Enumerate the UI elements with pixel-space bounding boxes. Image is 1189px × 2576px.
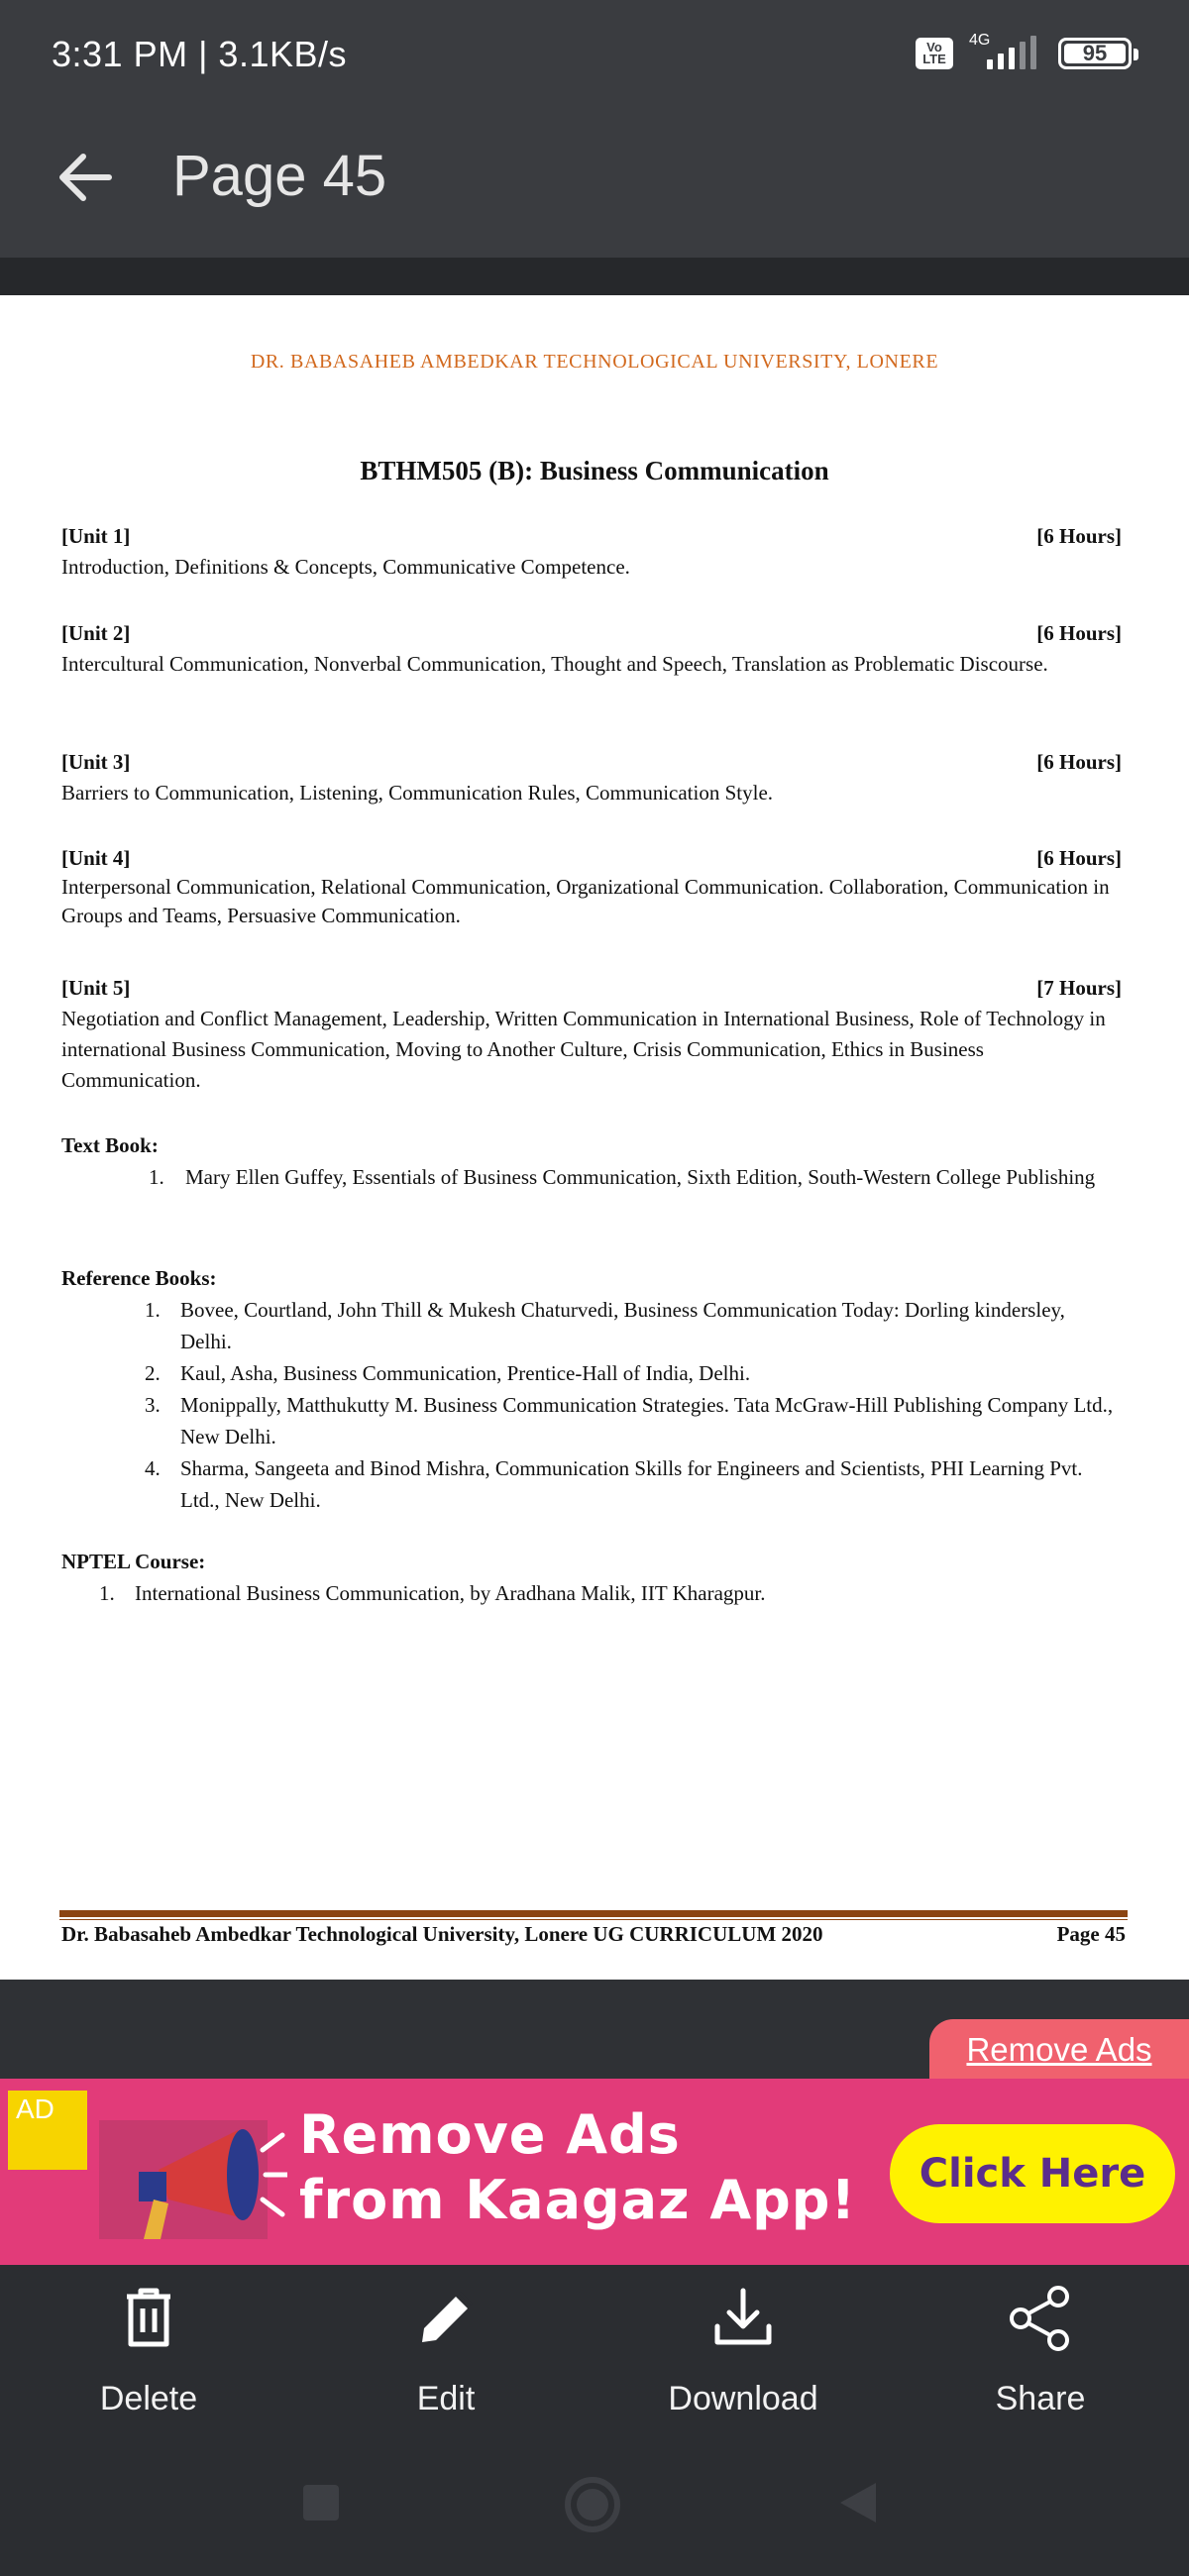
unit-hours: [6 Hours]: [1036, 621, 1122, 645]
unit-label: [Unit 3]: [61, 750, 131, 774]
volte-icon: Vo LTE: [916, 38, 953, 69]
network-type: 4G: [969, 32, 991, 49]
trash-icon: [113, 2283, 184, 2354]
unit-block: [61, 521, 1122, 583]
unit-label: [Unit 2]: [61, 621, 131, 645]
unit-description: Introduction, Definitions & Concepts, Communicative Competence.: [61, 555, 630, 579]
share-icon: [1005, 2283, 1076, 2354]
university-header: DR. BABASAHEB AMBEDKAR TECHNOLOGICAL UNIVERSITY, LONERE: [250, 351, 939, 373]
action-bar: [0, 2265, 1189, 2433]
status-icons: [916, 30, 1132, 77]
list-item: 3. Monippally, Matthukutty M. Business Communication Strategies. Tata McGraw-Hill Publishing Company Ltd., New Delhi.: [145, 1393, 1114, 1449]
unit-label: [Unit 4]: [61, 846, 131, 870]
share-label: Share: [995, 2380, 1086, 2417]
ad-banner[interactable]: [0, 2079, 1189, 2265]
unit-description: Negotiation and Conflict Management, Leadership, Written Communication in International Business, Role of Technology in international Business Communication, Moving to Another Culture, Crisis Communication, Ethics in Business Communication.: [61, 1007, 1106, 1092]
system-nav-bar: [0, 2433, 1189, 2576]
app-bar: [0, 111, 1189, 258]
unit-description: Interpersonal Communication, Relational Communication, Organizational Communication. Collaboration, Communication in Groups and Teams, Persuasive Communication.: [61, 875, 1110, 927]
remove-ads-link[interactable]: Remove Ads: [929, 2019, 1189, 2081]
delete-button[interactable]: [0, 2265, 297, 2433]
unit-description: Intercultural Communication, Nonverbal Communication, Thought and Speech, Translation as Problematic Discourse.: [61, 652, 1048, 676]
list-item: 2. Kaul, Asha, Business Communication, Prentice-Hall of India, Delhi.: [145, 1361, 751, 1385]
list-item: 1. International Business Communication, by Aradhana Malik, IIT Kharagpur.: [99, 1581, 766, 1605]
unit-hours: [6 Hours]: [1036, 750, 1122, 774]
ad-badge: AD: [8, 2091, 87, 2170]
battery-level: 95: [1082, 41, 1108, 65]
page-footer: [61, 1922, 1126, 1947]
status-bar: [0, 0, 1189, 111]
edit-button[interactable]: [297, 2265, 594, 2433]
document-page[interactable]: [0, 295, 1189, 1980]
unit-label: [Unit 5]: [61, 976, 131, 1000]
unit-hours: [7 Hours]: [1036, 976, 1122, 1000]
download-icon: [707, 2283, 779, 2354]
unit-hours: [6 Hours]: [1036, 524, 1122, 548]
status-time: 3:31 PM | 3.1KB/s: [52, 34, 347, 74]
footer-page-number: Page 45: [1056, 1922, 1126, 1946]
system-back-button[interactable]: [840, 2483, 876, 2522]
unit-description: Barriers to Communication, Listening, Communication Rules, Communication Style.: [61, 781, 774, 805]
pencil-icon: [410, 2283, 482, 2354]
nptel-heading: NPTEL Course:: [61, 1550, 206, 1573]
text-book-heading: Text Book:: [61, 1133, 159, 1157]
home-button[interactable]: [565, 2477, 620, 2532]
download-button[interactable]: [594, 2265, 892, 2433]
reference-books-section: [61, 1262, 1122, 1516]
page-title: Page 45: [172, 144, 387, 208]
footer-rule: [59, 1910, 1128, 1917]
unit-block: [61, 618, 1122, 680]
share-button[interactable]: [892, 2265, 1189, 2433]
delete-label: Delete: [99, 2380, 198, 2417]
signal-icon: [967, 34, 1044, 73]
unit-label: [Unit 1]: [61, 524, 131, 548]
reference-books-heading: Reference Books:: [61, 1266, 217, 1290]
recent-apps-button[interactable]: [303, 2485, 339, 2521]
unit-hours: [6 Hours]: [1036, 846, 1122, 870]
list-item: 4. Sharma, Sangeeta and Binod Mishra, Communication Skills for Engineers and Scientists, PHI Learning Pvt. Ltd., New Delhi.: [145, 1456, 1083, 1512]
nptel-section: [61, 1546, 1122, 1609]
edit-label: Edit: [416, 2380, 476, 2417]
footer-title: Dr. Babasaheb Ambedkar Technological University, Lonere UG CURRICULUM 2020: [61, 1922, 823, 1946]
ad-headline: Remove Ads from Kaagaz App!: [299, 2103, 857, 2231]
divider-strip: [0, 258, 1189, 295]
download-label: Download: [668, 2380, 818, 2417]
list-item: 1. Mary Ellen Guffey, Essentials of Business Communication, Sixth Edition, South-Western College Publishing: [149, 1165, 1096, 1189]
back-arrow-icon[interactable]: [52, 145, 117, 210]
unit-block: [61, 973, 1122, 1096]
course-title: BTHM505 (B): Business Communication: [360, 456, 829, 485]
click-here-button[interactable]: Click Here: [890, 2124, 1175, 2223]
unit-block: [61, 844, 1122, 930]
megaphone-icon: [99, 2100, 287, 2249]
unit-block: [61, 747, 1122, 808]
battery-icon: [1058, 38, 1132, 69]
list-item: 1. Bovee, Courtland, John Thill & Mukesh Chaturvedi, Business Communication Today: Dorling kindersley, Delhi.: [145, 1298, 1065, 1353]
text-book-section: [61, 1129, 1122, 1193]
